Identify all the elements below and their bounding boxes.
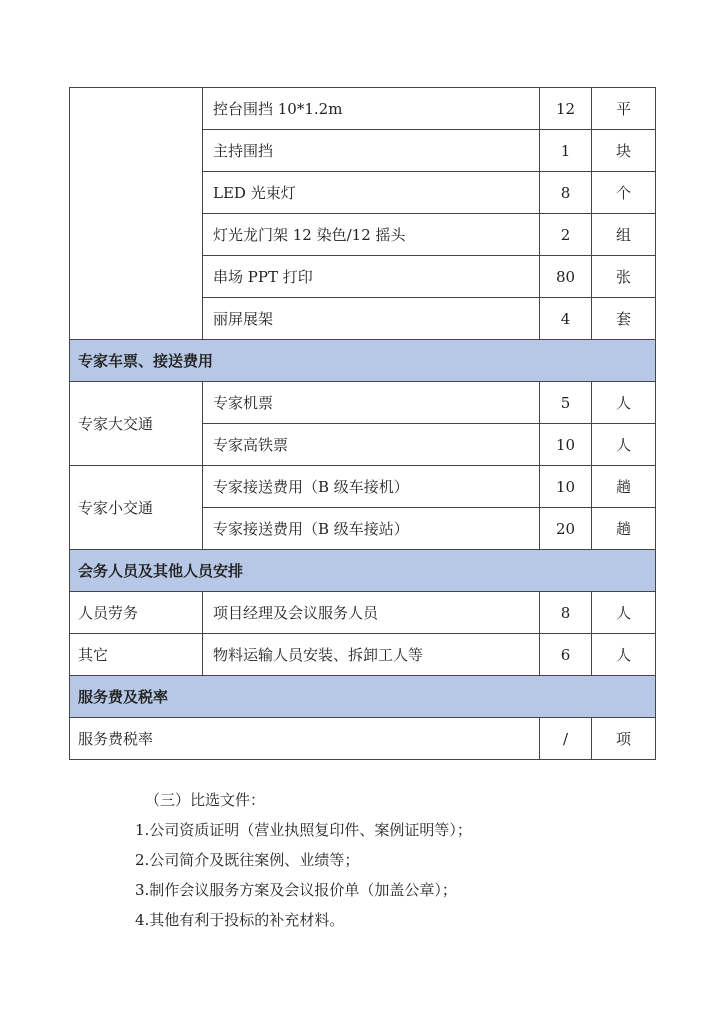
unit-cell: 人 <box>592 424 656 466</box>
unit-cell: 块 <box>592 130 656 172</box>
item-cell: LED 光束灯 <box>203 172 540 214</box>
unit-cell: 套 <box>592 298 656 340</box>
item-cell: 控台围挡 10*1.2m <box>203 88 540 130</box>
table-row <box>70 634 656 676</box>
qty-cell: / <box>540 718 592 760</box>
unit-cell: 个 <box>592 172 656 214</box>
table-row <box>70 592 656 634</box>
requirements-table <box>69 87 656 760</box>
qty-cell: 1 <box>540 130 592 172</box>
unit-cell: 项 <box>592 718 656 760</box>
category-cell: 其它 <box>70 634 203 676</box>
section-header-row <box>70 550 656 592</box>
category-cell: 专家大交通 <box>70 382 203 466</box>
section-header-staff: 会务人员及其他人员安排 <box>70 550 656 592</box>
item-cell: 物料运输人员安装、拆卸工人等 <box>203 634 540 676</box>
category-cell: 服务费税率 <box>70 718 540 760</box>
unit-cell: 趟 <box>592 508 656 550</box>
selection-documents-section <box>135 785 472 935</box>
unit-cell: 趟 <box>592 466 656 508</box>
section-heading: （三）比选文件： <box>145 791 266 809</box>
qty-cell: 12 <box>540 88 592 130</box>
list-item: 4.其他有利于投标的补充材料。 <box>135 911 345 929</box>
item-cell: 主持围挡 <box>203 130 540 172</box>
qty-cell: 8 <box>540 592 592 634</box>
item-cell: 串场 PPT 打印 <box>203 256 540 298</box>
item-cell: 丽屏展架 <box>203 298 540 340</box>
section-header-row <box>70 676 656 718</box>
table-row <box>70 382 656 424</box>
category-cell: 人员劳务 <box>70 592 203 634</box>
item-cell: 灯光龙门架 12 染色/12 摇头 <box>203 214 540 256</box>
qty-cell: 4 <box>540 298 592 340</box>
qty-cell: 2 <box>540 214 592 256</box>
list-item: 1.公司资质证明（营业执照复印件、案例证明等）； <box>135 821 472 839</box>
unit-cell: 组 <box>592 214 656 256</box>
list-item: 2.公司简介及既往案例、业绩等； <box>135 851 360 869</box>
qty-cell: 10 <box>540 424 592 466</box>
item-cell: 专家接送费用（B 级车接机） <box>203 466 540 508</box>
item-cell: 专家机票 <box>203 382 540 424</box>
unit-cell: 人 <box>592 382 656 424</box>
unit-cell: 人 <box>592 634 656 676</box>
table-row <box>70 88 656 130</box>
table-row <box>70 718 656 760</box>
section-header-fee: 服务费及税率 <box>70 676 656 718</box>
section-header-expert: 专家车票、接送费用 <box>70 340 656 382</box>
category-cell-empty <box>70 88 203 340</box>
qty-cell: 20 <box>540 508 592 550</box>
qty-cell: 10 <box>540 466 592 508</box>
unit-cell: 平 <box>592 88 656 130</box>
section-header-row <box>70 340 656 382</box>
list-item: 3.制作会议服务方案及会议报价单（加盖公章）； <box>135 881 457 899</box>
qty-cell: 6 <box>540 634 592 676</box>
item-cell: 专家接送费用（B 级车接站） <box>203 508 540 550</box>
item-cell: 项目经理及会议服务人员 <box>203 592 540 634</box>
qty-cell: 8 <box>540 172 592 214</box>
table-row <box>70 466 656 508</box>
unit-cell: 人 <box>592 592 656 634</box>
category-cell: 专家小交通 <box>70 466 203 550</box>
qty-cell: 5 <box>540 382 592 424</box>
unit-cell: 张 <box>592 256 656 298</box>
qty-cell: 80 <box>540 256 592 298</box>
item-cell: 专家高铁票 <box>203 424 540 466</box>
